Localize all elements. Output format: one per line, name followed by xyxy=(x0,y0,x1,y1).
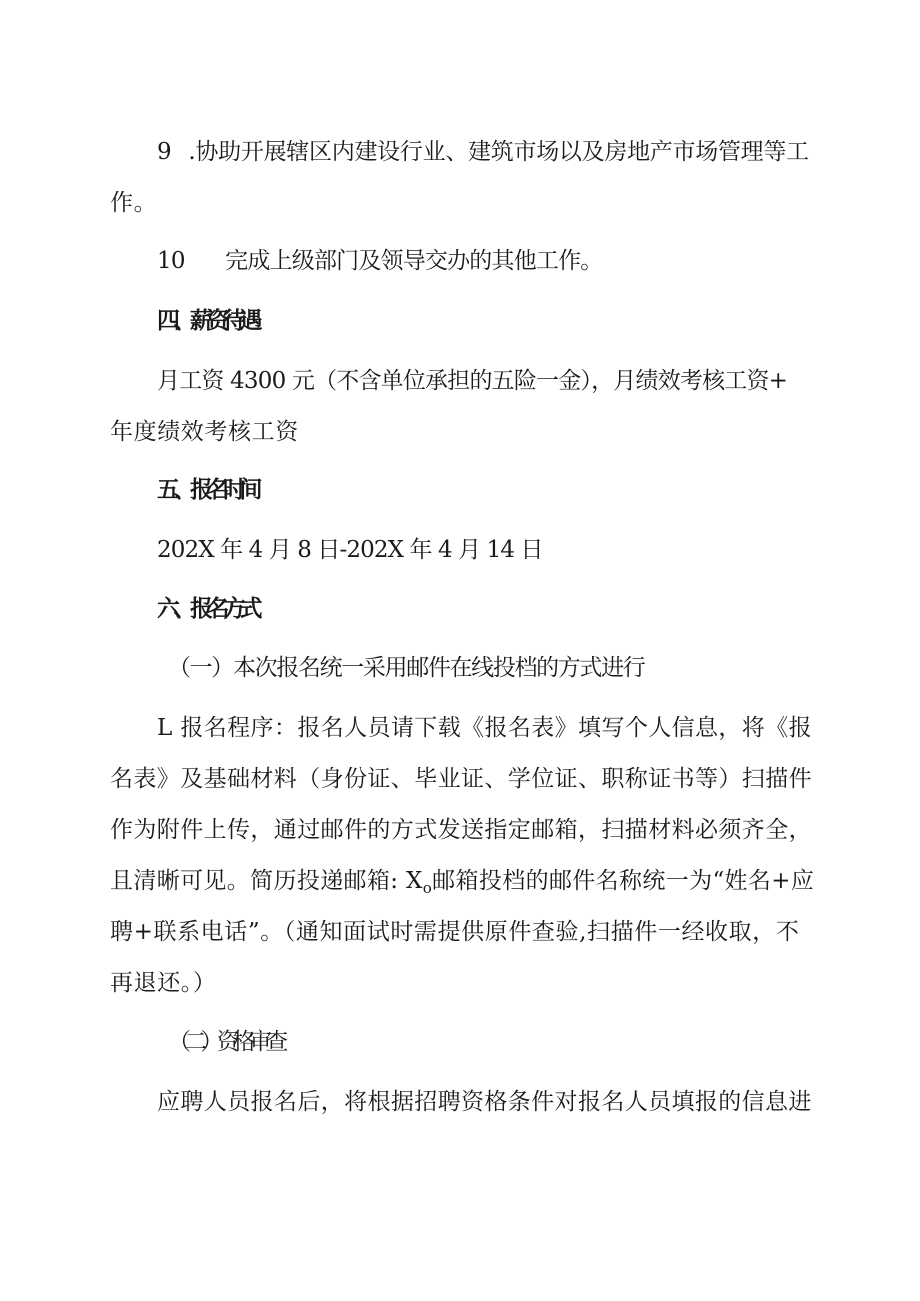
item-9-number: 9 xyxy=(157,139,172,165)
item-10-text: 完成上级部门及领导交办的其他工作。 xyxy=(225,248,603,274)
section-6-p1-line-4 xyxy=(110,866,815,903)
section-6-subheading-2: （二）资格审查 xyxy=(168,1029,282,1055)
item-9-line-2: 作。 xyxy=(110,190,158,216)
p1-line-4-post: 邮箱投档的邮件名称统一为“姓名+应 xyxy=(432,868,815,894)
section-6-p1-line-5: 聘+联系电话”。（通知面试时需提供原件查验,扫描件一经收取，不 xyxy=(110,919,800,945)
section-4-line-1: 月工资 4300 元（不含单位承担的五险一金），月绩效考核工资+ xyxy=(157,368,788,394)
item-10 xyxy=(157,246,857,276)
section-6-p1-line-3: 作为附件上传，通过邮件的方式发送指定邮箱，扫描材料必须齐全， xyxy=(110,817,812,843)
p1-line-4-subscript: o xyxy=(422,879,433,897)
section-6-p1-line-1: L 报名程序：报名人员请下载《报名表》填写个人信息，将《报 xyxy=(157,715,812,741)
section-5-heading: 五、报名时间 xyxy=(157,476,256,503)
section-4-heading: 四、薪资待遇 xyxy=(157,307,256,334)
section-6-p2-line-1: 应聘人员报名后，将根据招聘资格条件对报名人员填报的信息进 xyxy=(157,1089,812,1115)
section-6-p1-line-6: 再退还。） xyxy=(110,970,217,996)
item-10-number: 10 xyxy=(157,248,185,274)
item-9-text: .协助开展辖区内建设行业、建筑市场以及房地产市场管理等工 xyxy=(188,139,809,165)
section-5-dates: 202X 年 4 月 8 日-202X 年 4 月 14 日 xyxy=(157,537,543,563)
item-9-line-1 xyxy=(157,137,810,167)
section-6-p1-line-2: 名表》及基础材料（身份证、毕业证、学位证、职称证书等）扫描件 xyxy=(110,766,812,792)
section-6-subheading-1: （一）本次报名统一采用邮件在线投档的方式进行 xyxy=(168,655,645,681)
p1-line-4-pre: 且清晰可见。简历投递邮箱: X xyxy=(110,868,423,894)
section-6-heading: 六、报名方式 xyxy=(157,595,256,622)
section-4-line-2: 年度绩效考核工资 xyxy=(110,419,299,445)
